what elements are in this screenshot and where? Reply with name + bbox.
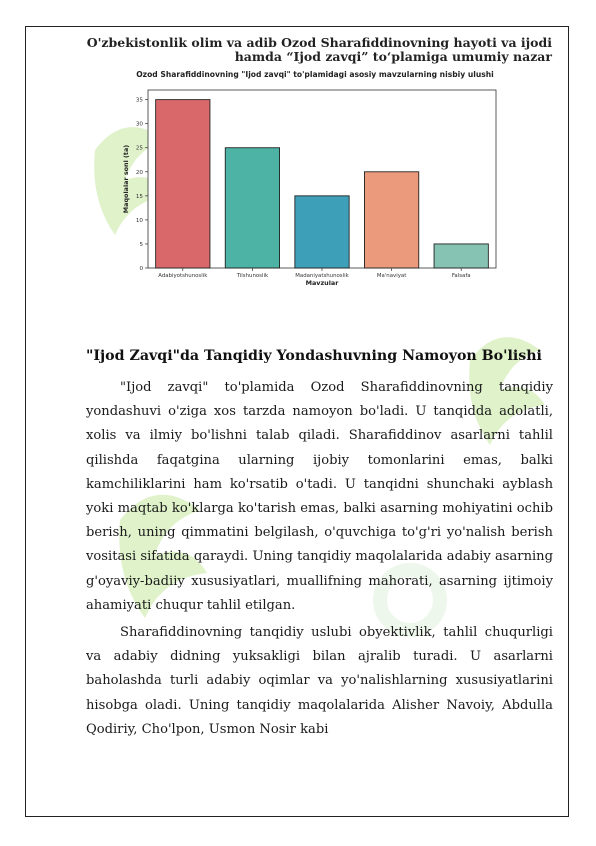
y-tick-label: 30 [135,121,143,128]
page-header [82,36,552,64]
x-tick-label: Ma'naviyat [376,273,407,279]
chart-title: Ozod Sharafiddinovning "Ijod zavqi" to'plamidagi asosiy mavzularning nisbiy ulushi [136,70,494,79]
x-tick-label: Falsafa [451,273,471,279]
x-tick-label: Tilshunoslik [236,273,269,279]
y-tick-label: 25 [135,145,143,152]
section-title: "Ijod Zavqi"da Tanqidiy Yondashuvning Namoyon Bo'lishi [86,348,542,364]
header-line-2: hamda “Ijod zavqi” to‘plamiga umumiy nazar [234,49,552,64]
y-tick-label: 10 [135,217,143,224]
bar [295,196,349,268]
bar [225,148,279,268]
y-axis-label: Maqolalar soni (ta) [122,144,130,214]
bar [434,244,488,268]
chart-canvas [110,80,520,302]
x-tick-label: Madaniyatshunoslik [295,273,349,279]
y-tick-label: 5 [139,241,143,248]
y-tick-label: 15 [135,193,143,200]
y-tick-label: 20 [135,169,143,176]
bar [364,172,418,268]
y-tick-label: 0 [139,266,143,272]
paragraph-1: "Ijod zavqi" to'plamida Ozod Sharafiddinovning tanqidiy yondashuvi o'ziga xos tarzda namoyon bo'ladi. U tanqidda adolatli, xolis va ilmiy bo'lishni talab qiladi. Sharafiddinov asarlarni tahlil qilishda faqatgina ularning ijobiy tomonlarini emas, balki kamchiliklarini ham ko'rsatib o'tadi. U tanqidni shunchaki ayblash yoki maqtab ko'klarga ko'tarish emas, balki asarning mohiyatini ochib berish, uning qimmatini belgilash, o'quvchiga to'g'ri yo'nalish berish vositasi sifatida qaraydi. Uning tanqidiy maqolalarida adabiy asarning g'oyaviy-badiiy xususiyatlari, muallifning mahorati, asarning ijtimoiy ahamiyati chuqur tahlil etilgan. [86,380,553,613]
x-tick-label: Adabiyotshunoslik [158,273,208,279]
bar [156,100,210,268]
header-line-1: O'zbekistonlik olim va adib Ozod Sharafiddinovning hayoti va ijodi [86,35,552,50]
bar-chart [110,70,520,302]
body-text [86,376,553,745]
paragraph-2: Sharafiddinovning tanqidiy uslubi obyektivlik, tahlil chuqurligi va adabiy didning yuksakligi bilan ajralib turadi. U asarlarni baholashda turli adabiy oqimlar va yo'nalishlarning xususiyatlarini hisobga oladi. Uning tanqidiy maqolalarida Alisher Navoiy, Abdulla Qodiriy, Cho'lpon, Usmon Nosir kabi [86,625,553,737]
x-axis-label: Mavzular [305,279,339,287]
y-tick-label: 35 [135,97,143,104]
